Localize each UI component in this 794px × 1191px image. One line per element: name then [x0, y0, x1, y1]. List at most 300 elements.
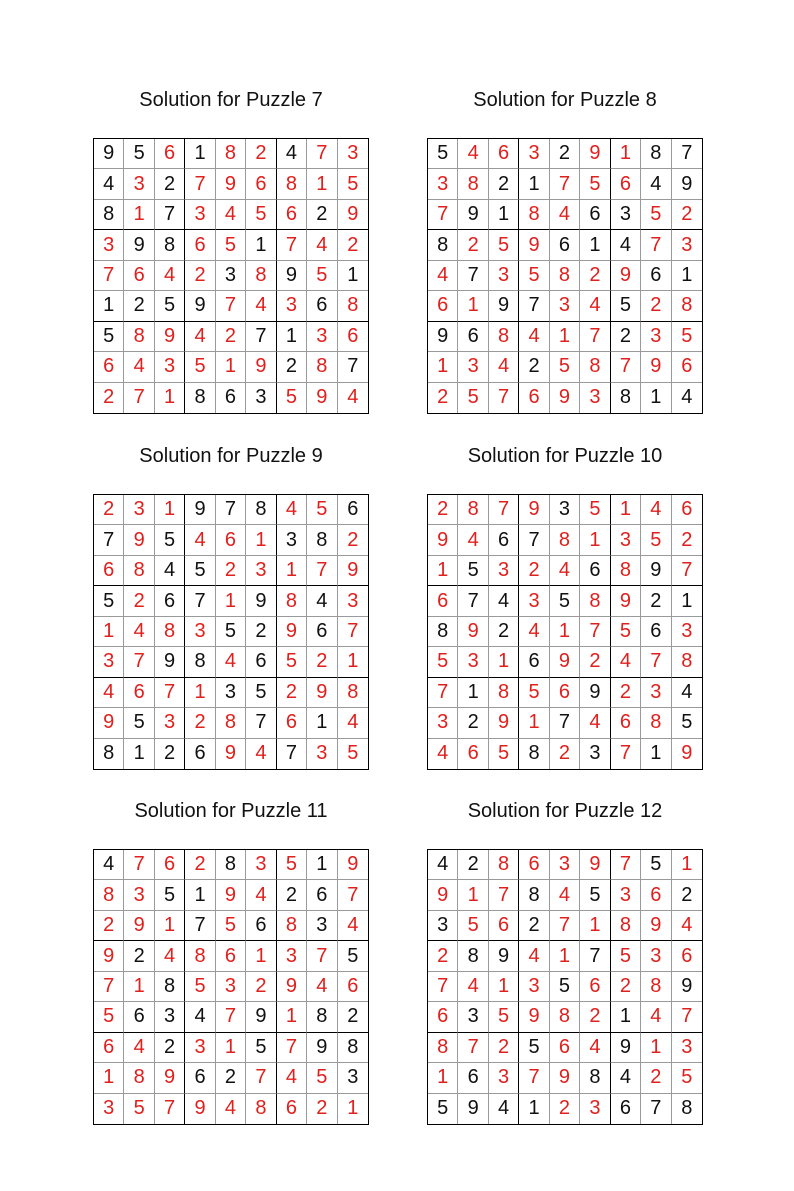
solution-digit-cell: 4: [94, 678, 124, 708]
solution-digit-cell: 6: [246, 169, 276, 199]
given-digit-cell: 1: [307, 850, 337, 880]
puzzle-title: Solution for Puzzle 9: [139, 445, 323, 467]
solution-digit-cell: 5: [338, 169, 368, 199]
solution-digit-cell: 3: [185, 200, 215, 230]
solution-digit-cell: 2: [216, 322, 246, 352]
solution-digit-cell: 4: [124, 1033, 154, 1063]
given-digit-cell: 7: [216, 495, 246, 525]
solution-digit-cell: 1: [307, 169, 337, 199]
solution-digit-cell: 9: [338, 556, 368, 586]
solution-digit-cell: 6: [155, 850, 185, 880]
given-digit-cell: 6: [458, 1063, 488, 1093]
given-digit-cell: 9: [155, 647, 185, 677]
solution-digit-cell: 9: [338, 200, 368, 230]
solution-digit-cell: 8: [519, 200, 549, 230]
given-digit-cell: 6: [641, 617, 671, 647]
solution-digit-cell: 3: [216, 972, 246, 1002]
solution-digit-cell: 1: [550, 941, 580, 971]
solution-digit-cell: 3: [94, 1094, 124, 1124]
solution-digit-cell: 4: [246, 739, 276, 769]
given-digit-cell: 5: [155, 291, 185, 321]
given-digit-cell: 1: [94, 291, 124, 321]
solution-digit-cell: 4: [611, 647, 641, 677]
sudoku-grid: [427, 138, 703, 414]
given-digit-cell: 9: [307, 1033, 337, 1063]
given-digit-cell: 9: [580, 678, 610, 708]
solution-digit-cell: 4: [489, 352, 519, 382]
solution-digit-cell: 2: [489, 1033, 519, 1063]
given-digit-cell: 4: [155, 556, 185, 586]
solution-digit-cell: 4: [246, 291, 276, 321]
solution-digit-cell: 5: [458, 911, 488, 941]
solution-digit-cell: 7: [124, 850, 154, 880]
given-digit-cell: 8: [307, 525, 337, 555]
solution-digit-cell: 8: [185, 941, 215, 971]
solution-digit-cell: 1: [428, 352, 458, 382]
given-digit-cell: 1: [307, 708, 337, 738]
solution-digit-cell: 1: [216, 352, 246, 382]
solution-digit-cell: 8: [550, 525, 580, 555]
solution-digit-cell: 8: [428, 1033, 458, 1063]
given-digit-cell: 8: [580, 1063, 610, 1093]
solution-digit-cell: 3: [489, 1063, 519, 1093]
solution-digit-cell: 5: [307, 495, 337, 525]
solution-digit-cell: 4: [641, 1002, 671, 1032]
given-digit-cell: 1: [672, 586, 702, 616]
solution-digit-cell: 9: [94, 708, 124, 738]
solution-digit-cell: 9: [611, 261, 641, 291]
given-digit-cell: 2: [519, 911, 549, 941]
solution-digit-cell: 1: [458, 291, 488, 321]
given-digit-cell: 3: [246, 383, 276, 413]
sudoku-grid: [427, 849, 703, 1125]
solution-digit-cell: 8: [338, 678, 368, 708]
solution-digit-cell: 1: [155, 383, 185, 413]
given-digit-cell: 8: [681, 1097, 693, 1120]
solution-digit-cell: 6: [216, 941, 246, 971]
given-digit-cell: 7: [185, 586, 215, 616]
solution-digit-cell: 6: [277, 1094, 307, 1124]
solution-digit-cell: 4: [155, 941, 185, 971]
solution-digit-cell: 9: [550, 647, 580, 677]
solution-digit-cell: 9: [428, 880, 458, 910]
given-digit-cell: 8: [641, 139, 671, 169]
given-digit-cell: 4: [681, 386, 693, 409]
solution-digit-cell: 4: [307, 972, 337, 1002]
given-digit-cell: 6: [155, 586, 185, 616]
given-digit-cell: 5: [458, 556, 488, 586]
solution-digit-cell: 3: [672, 1033, 702, 1063]
given-digit-cell: 6: [307, 617, 337, 647]
solution-digit-cell: 7: [641, 647, 671, 677]
solution-digit-cell: 9: [307, 678, 337, 708]
solution-digit-cell: 3: [185, 1033, 215, 1063]
solution-digit-cell: 6: [124, 261, 154, 291]
solution-digit-cell: 4: [550, 556, 580, 586]
given-digit-cell: 2: [489, 169, 519, 199]
solution-digit-cell: 3: [428, 169, 458, 199]
solution-digit-cell: 3: [489, 556, 519, 586]
given-digit-cell: 5: [519, 1033, 549, 1063]
solution-digit-cell: 9: [338, 850, 368, 880]
solution-digit-cell: 4: [428, 261, 458, 291]
solution-digit-cell: 4: [124, 617, 154, 647]
given-digit-cell: 1: [246, 230, 276, 260]
solution-digit-cell: 3: [672, 230, 702, 260]
solution-digit-cell: 6: [428, 291, 458, 321]
given-digit-cell: 9: [428, 322, 458, 352]
solution-digit-cell: 6: [672, 941, 702, 971]
solution-digit-cell: 4: [124, 352, 154, 382]
given-digit-cell: 2: [277, 352, 307, 382]
given-digit-cell: 2: [611, 322, 641, 352]
solution-digit-cell: 8: [641, 972, 671, 1002]
solution-digit-cell: 3: [611, 880, 641, 910]
given-digit-cell: 1: [641, 383, 671, 413]
solution-digit-cell: 3: [519, 139, 549, 169]
solution-digit-cell: 5: [246, 200, 276, 230]
solution-digit-cell: 5: [672, 322, 702, 352]
given-digit-cell: 9: [124, 230, 154, 260]
solution-digit-cell: 5: [641, 200, 671, 230]
puzzle-title: Solution for Puzzle 7: [139, 89, 323, 111]
solution-digit-cell: 5: [94, 1002, 124, 1032]
solution-digit-cell: 7: [489, 383, 519, 413]
given-digit-cell: 5: [94, 322, 124, 352]
solution-digit-cell: 1: [277, 556, 307, 586]
puzzle-title: Solution for Puzzle 11: [134, 800, 328, 822]
solution-digit-cell: 1: [216, 1033, 246, 1063]
solution-digit-cell: 8: [672, 291, 702, 321]
given-digit-cell: 5: [550, 972, 580, 1002]
solution-digit-cell: 6: [519, 850, 549, 880]
solution-digit-cell: 9: [94, 941, 124, 971]
solution-digit-cell: 5: [580, 169, 610, 199]
solution-digit-cell: 6: [550, 1033, 580, 1063]
solution-digit-cell: 4: [672, 911, 702, 941]
solution-digit-cell: 2: [550, 739, 580, 769]
solution-digit-cell: 9: [155, 1063, 185, 1093]
solution-digit-cell: 8: [124, 1063, 154, 1093]
given-digit-cell: 9: [185, 495, 215, 525]
solution-digit-cell: 4: [246, 880, 276, 910]
given-digit-cell: 4: [94, 169, 124, 199]
solution-digit-cell: 7: [580, 322, 610, 352]
solution-digit-cell: 7: [216, 291, 246, 321]
solution-digit-cell: 7: [428, 972, 458, 1002]
given-digit-cell: 4: [185, 1002, 215, 1032]
solution-digit-cell: 2: [428, 495, 458, 525]
sudoku-grid: [93, 494, 369, 770]
solution-digit-cell: 8: [489, 850, 519, 880]
given-digit-cell: 8: [94, 200, 124, 230]
solution-digit-cell: 6: [458, 739, 488, 769]
given-digit-cell: 6: [246, 647, 276, 677]
given-digit-cell: 7: [580, 941, 610, 971]
given-digit-cell: 5: [611, 291, 641, 321]
given-digit-cell: 8: [519, 880, 549, 910]
solution-digit-cell: 9: [641, 352, 671, 382]
given-digit-cell: 2: [155, 1033, 185, 1063]
solution-digit-cell: 2: [185, 261, 215, 291]
solution-digit-cell: 2: [185, 850, 215, 880]
given-digit-cell: 9: [641, 556, 671, 586]
solution-digit-cell: 5: [216, 911, 246, 941]
given-digit-cell: 5: [216, 617, 246, 647]
given-digit-cell: 2: [277, 880, 307, 910]
solution-digit-cell: 5: [307, 1063, 337, 1093]
solution-digit-cell: 4: [428, 739, 458, 769]
given-digit-cell: 8: [458, 941, 488, 971]
solution-digit-cell: 8: [216, 139, 246, 169]
solution-digit-cell: 1: [611, 495, 641, 525]
solution-digit-cell: 8: [580, 586, 610, 616]
solution-digit-cell: 1: [550, 617, 580, 647]
solution-digit-cell: 7: [641, 230, 671, 260]
solution-digit-cell: 3: [124, 169, 154, 199]
solution-digit-cell: 5: [519, 261, 549, 291]
given-digit-cell: 8: [155, 972, 185, 1002]
given-digit-cell: 1: [489, 200, 519, 230]
solution-digit-cell: 8: [458, 169, 488, 199]
given-digit-cell: 9: [489, 291, 519, 321]
solution-digit-cell: 5: [307, 261, 337, 291]
solution-digit-cell: 3: [580, 1094, 610, 1124]
solution-digit-cell: 7: [519, 1063, 549, 1093]
solution-digit-cell: 1: [347, 1097, 359, 1120]
given-digit-cell: 8: [338, 1033, 368, 1063]
solution-digit-cell: 7: [185, 169, 215, 199]
solution-digit-cell: 6: [489, 911, 519, 941]
given-digit-cell: 1: [458, 678, 488, 708]
solution-digit-cell: 2: [94, 495, 124, 525]
solution-digit-cell: 5: [277, 850, 307, 880]
given-digit-cell: 5: [672, 708, 702, 738]
given-digit-cell: 3: [428, 911, 458, 941]
given-digit-cell: 6: [216, 383, 246, 413]
solution-digit-cell: 9: [489, 708, 519, 738]
solution-digit-cell: 1: [428, 1063, 458, 1093]
given-digit-cell: 4: [489, 1094, 519, 1124]
given-digit-cell: 4: [94, 850, 124, 880]
solution-digit-cell: 1: [155, 495, 185, 525]
solution-digit-cell: 7: [155, 1094, 185, 1124]
given-digit-cell: 5: [246, 678, 276, 708]
given-digit-cell: 3: [216, 261, 246, 291]
solution-digit-cell: 3: [519, 586, 549, 616]
solution-digit-cell: 8: [611, 556, 641, 586]
given-digit-cell: 7: [155, 200, 185, 230]
given-digit-cell: 6: [489, 525, 519, 555]
solution-digit-cell: 2: [338, 230, 368, 260]
given-digit-cell: 1: [519, 169, 549, 199]
given-digit-cell: 5: [124, 139, 154, 169]
solution-digit-cell: 6: [277, 200, 307, 230]
solution-digit-cell: 8: [216, 708, 246, 738]
solution-digit-cell: 6: [94, 1033, 124, 1063]
solution-digit-cell: 6: [155, 139, 185, 169]
solution-digit-cell: 3: [124, 880, 154, 910]
solution-digit-cell: 8: [246, 1094, 276, 1124]
given-digit-cell: 6: [307, 291, 337, 321]
solution-digit-cell: 9: [580, 139, 610, 169]
given-digit-cell: 6: [580, 200, 610, 230]
given-digit-cell: 1: [338, 261, 368, 291]
solution-digit-cell: 3: [458, 352, 488, 382]
solution-digit-cell: 4: [338, 708, 368, 738]
solution-digit-cell: 8: [155, 617, 185, 647]
solution-digit-cell: 7: [672, 556, 702, 586]
solution-digit-cell: 6: [277, 708, 307, 738]
solution-digit-cell: 1: [580, 525, 610, 555]
solution-digit-cell: 9: [519, 495, 549, 525]
given-digit-cell: 8: [216, 850, 246, 880]
solution-digit-cell: 3: [124, 495, 154, 525]
given-digit-cell: 7: [550, 708, 580, 738]
solution-digit-cell: 8: [489, 322, 519, 352]
solution-digit-cell: 2: [338, 525, 368, 555]
solution-digit-cell: 1: [94, 1063, 124, 1093]
solution-digit-cell: 2: [519, 556, 549, 586]
solution-digit-cell: 2: [185, 708, 215, 738]
solution-digit-cell: 3: [641, 322, 671, 352]
given-digit-cell: 2: [216, 1063, 246, 1093]
solution-digit-cell: 3: [155, 352, 185, 382]
solution-digit-cell: 9: [550, 383, 580, 413]
given-digit-cell: 1: [185, 880, 215, 910]
solution-digit-cell: 8: [124, 556, 154, 586]
solution-digit-cell: 7: [124, 383, 154, 413]
given-digit-cell: 8: [185, 383, 215, 413]
solution-digit-cell: 8: [124, 322, 154, 352]
given-digit-cell: 1: [124, 739, 154, 769]
given-digit-cell: 4: [428, 850, 458, 880]
solution-digit-cell: 7: [428, 200, 458, 230]
solution-digit-cell: 1: [338, 647, 368, 677]
solution-digit-cell: 9: [124, 911, 154, 941]
given-digit-cell: 2: [641, 586, 671, 616]
solution-digit-cell: 2: [277, 678, 307, 708]
solution-digit-cell: 3: [155, 708, 185, 738]
solution-digit-cell: 6: [611, 708, 641, 738]
solution-digit-cell: 2: [641, 1063, 671, 1093]
solution-digit-cell: 5: [641, 525, 671, 555]
solution-digit-cell: 3: [489, 261, 519, 291]
solution-digit-cell: 3: [277, 941, 307, 971]
given-digit-cell: 3: [277, 525, 307, 555]
solution-digit-cell: 5: [489, 230, 519, 260]
solution-digit-cell: 4: [641, 495, 671, 525]
solution-digit-cell: 7: [307, 941, 337, 971]
given-digit-cell: 1: [641, 739, 671, 769]
given-digit-cell: 8: [428, 230, 458, 260]
solution-digit-cell: 2: [94, 383, 124, 413]
solution-digit-cell: 4: [458, 972, 488, 1002]
given-digit-cell: 7: [519, 291, 549, 321]
solution-digit-cell: 6: [489, 139, 519, 169]
solution-digit-cell: 2: [611, 972, 641, 1002]
solution-digit-cell: 5: [580, 495, 610, 525]
solution-digit-cell: 7: [611, 850, 641, 880]
solution-digit-cell: 4: [155, 261, 185, 291]
solution-digit-cell: 7: [338, 880, 368, 910]
given-digit-cell: 9: [489, 941, 519, 971]
given-digit-cell: 9: [277, 261, 307, 291]
solution-digit-cell: 4: [580, 291, 610, 321]
given-digit-cell: 4: [307, 586, 337, 616]
solution-digit-cell: 2: [580, 647, 610, 677]
solution-digit-cell: 5: [458, 383, 488, 413]
solution-digit-cell: 9: [519, 230, 549, 260]
solution-digit-cell: 7: [124, 647, 154, 677]
solution-digit-cell: 8: [246, 261, 276, 291]
solution-digit-cell: 6: [641, 880, 671, 910]
given-digit-cell: 5: [124, 708, 154, 738]
solution-digit-cell: 9: [277, 972, 307, 1002]
given-digit-cell: 2: [550, 139, 580, 169]
solution-digit-cell: 9: [611, 586, 641, 616]
solution-digit-cell: 2: [246, 139, 276, 169]
solution-digit-cell: 5: [124, 1094, 154, 1124]
solution-digit-cell: 6: [428, 1002, 458, 1032]
solution-digit-cell: 5: [185, 352, 215, 382]
given-digit-cell: 8: [94, 739, 124, 769]
solution-digit-cell: 8: [611, 911, 641, 941]
solution-digit-cell: 3: [611, 525, 641, 555]
given-digit-cell: 1: [185, 139, 215, 169]
solution-digit-cell: 9: [277, 617, 307, 647]
given-digit-cell: 9: [458, 200, 488, 230]
solution-digit-cell: 8: [641, 708, 671, 738]
given-digit-cell: 3: [307, 911, 337, 941]
given-digit-cell: 7: [338, 352, 368, 382]
solution-digit-cell: 9: [519, 1002, 549, 1032]
given-digit-cell: 2: [458, 850, 488, 880]
given-digit-cell: 7: [185, 911, 215, 941]
given-digit-cell: 7: [641, 1094, 671, 1124]
given-digit-cell: 5: [580, 880, 610, 910]
solution-digit-cell: 2: [246, 972, 276, 1002]
solution-digit-cell: 4: [277, 1063, 307, 1093]
given-digit-cell: 5: [641, 850, 671, 880]
solution-digit-cell: 7: [94, 261, 124, 291]
solution-digit-cell: 7: [489, 880, 519, 910]
solution-digit-cell: 7: [458, 1033, 488, 1063]
given-digit-cell: 9: [458, 1094, 488, 1124]
solution-digit-cell: 5: [672, 1063, 702, 1093]
given-digit-cell: 2: [519, 352, 549, 382]
solution-digit-cell: 8: [94, 880, 124, 910]
solution-digit-cell: 4: [216, 647, 246, 677]
solution-digit-cell: 7: [216, 1002, 246, 1032]
solution-digit-cell: 5: [611, 617, 641, 647]
solution-digit-cell: 3: [94, 230, 124, 260]
solution-digit-cell: 8: [307, 352, 337, 382]
solution-digit-cell: 7: [277, 230, 307, 260]
given-digit-cell: 6: [307, 880, 337, 910]
given-digit-cell: 1: [580, 230, 610, 260]
solution-digit-cell: 9: [185, 1094, 215, 1124]
solution-digit-cell: 2: [94, 911, 124, 941]
solution-digit-cell: 4: [580, 708, 610, 738]
solution-digit-cell: 9: [307, 383, 337, 413]
solution-digit-cell: 7: [155, 678, 185, 708]
solution-digit-cell: 2: [580, 1002, 610, 1032]
solution-digit-cell: 9: [681, 742, 693, 765]
solution-digit-cell: 2: [307, 1094, 337, 1124]
solution-digit-cell: 1: [519, 708, 549, 738]
given-digit-cell: 2: [489, 617, 519, 647]
